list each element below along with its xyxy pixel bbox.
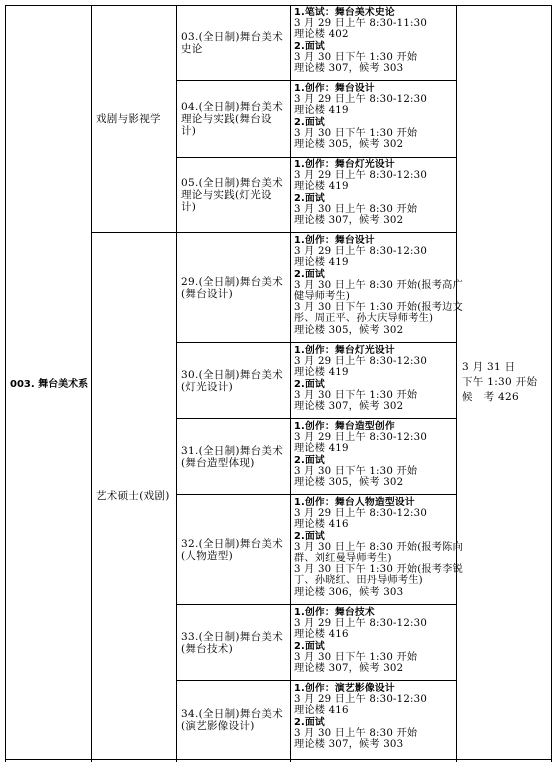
- other-exam-cell: [457, 6, 551, 759]
- schedule-heading: 2.面试: [294, 268, 325, 280]
- schedule-line: 3 月 30 日下午 1:30 开始(报考李锐: [294, 564, 463, 576]
- schedule-cell: [0, 607, 427, 674]
- schedule-heading: 1.创作：舞台设计: [294, 83, 375, 94]
- schedule-line: 丁、孙晓红、田丹导师考生): [294, 575, 423, 587]
- program-name: 34.(全日制)舞台美术 (演艺影像设计): [181, 708, 283, 732]
- program-name: 04.(全日制)舞台美术 理论与实践(舞台设 计): [181, 101, 283, 137]
- schedule-line: 3 月 30 日下午 1:30 开始: [294, 651, 418, 663]
- program-name: 03.(全日制)舞台美术 史论: [181, 31, 283, 55]
- schedule-line: 理论楼 305，候考 302: [294, 139, 404, 151]
- schedule-line: 理论楼 306，候考 303: [294, 586, 404, 598]
- schedule-line: 3 月 30 日下午 1:30 开始(报考边文: [294, 302, 463, 314]
- schedule-line: 理论楼 307，候考 302: [294, 215, 404, 227]
- schedule-heading: 1.创作：演艺影像设计: [294, 683, 395, 694]
- schedule-line: 理论楼 307，候考 302: [294, 663, 404, 675]
- schedule-heading: 2.面试: [294, 192, 325, 204]
- schedule-heading: 1.笔试：舞台美术史论: [294, 7, 395, 18]
- other-exam-text: 3 月 31 日 下午 1:30 开始 候 考 426: [462, 361, 538, 403]
- schedule-line: 群、刘红曼导师考生): [294, 553, 392, 565]
- schedule-cell: [0, 497, 463, 598]
- schedule-cell: [0, 235, 463, 336]
- schedule-line: 理论楼 416: [294, 705, 349, 717]
- schedule-cell: [0, 159, 427, 226]
- schedule-line: 3 月 30 日上午 8:30 开始: [294, 203, 418, 215]
- department-name: 003. 舞台美术系: [10, 379, 89, 390]
- schedule-heading: 2.面试: [294, 640, 325, 652]
- schedule-line: 彤、周正平、孙大庆导师考生): [294, 313, 434, 325]
- schedule-line: 理论楼 307，候考 303: [294, 739, 404, 751]
- schedule-line: 3 月 29 日上午 8:30-12:30: [294, 618, 428, 630]
- schedule-line: 3 月 30 日下午 1:30 开始: [294, 51, 418, 63]
- schedule-cell: [0, 345, 427, 412]
- schedule-line: 3 月 29 日上午 8:30-12:30: [294, 694, 428, 706]
- schedule-line: 理论楼 305，候考 302: [294, 324, 404, 336]
- schedule-line: 3 月 29 日上午 8:30-12:30: [294, 170, 428, 182]
- schedule-cell: [0, 683, 427, 750]
- schedule-heading: 1.创作：舞台设计: [294, 235, 375, 246]
- schedule-line: 3 月 29 日上午 8:30-12:30: [294, 356, 428, 368]
- schedule-line: 健导师考生): [294, 291, 351, 303]
- schedule-line: 理论楼 307，候考 303: [294, 63, 404, 75]
- schedule-line: 理论楼 419: [294, 105, 349, 117]
- schedule-heading: 2.面试: [294, 40, 325, 52]
- schedule-line: 理论楼 419: [294, 257, 349, 269]
- schedule-line: 理论楼 402: [294, 29, 349, 41]
- schedule-heading: 1.创作：舞台技术: [294, 607, 375, 618]
- schedule-heading: 2.面试: [294, 530, 325, 542]
- group-name: 艺术硕士(戏剧): [96, 490, 170, 502]
- schedule-heading: 2.面试: [294, 378, 325, 390]
- schedule-heading: 1.创作：舞台灯光设计: [294, 345, 395, 356]
- program-name: 30.(全日制)舞台美术 (灯光设计): [181, 368, 283, 393]
- schedule-line: 3 月 30 日上午 8:30 开始(报考高广: [294, 279, 463, 291]
- schedule-line: 3 月 29 日上午 8:30-12:30: [294, 246, 428, 258]
- schedule-line: 理论楼 305，候考 302: [294, 477, 404, 489]
- schedule-heading: 1.创作：舞台人物造型设计: [294, 497, 415, 508]
- program-name: 29.(全日制)舞台美术 (舞台设计): [181, 275, 283, 300]
- schedule-line: 3 月 29 日上午 8:30-11:30: [294, 18, 428, 30]
- schedule-line: 理论楼 416: [294, 519, 349, 531]
- schedule-heading: 2.面试: [294, 116, 325, 128]
- schedule-heading: 2.面试: [294, 454, 325, 466]
- schedule-line: 3 月 30 日下午 1:30 开始: [294, 127, 418, 139]
- schedule-heading: 1.创作：舞台造型创作: [294, 421, 395, 432]
- program-name: 32.(全日制)舞台美术 (人物造型): [181, 537, 283, 562]
- program-name: 33.(全日制)舞台美术 (舞台技术): [181, 630, 283, 655]
- program-name: 31.(全日制)舞台美术 (舞台造型体现): [181, 444, 283, 469]
- schedule-cell: [0, 83, 427, 150]
- schedule-line: 3 月 29 日上午 8:30-12:30: [294, 432, 428, 444]
- table-border-right: [551, 5, 552, 762]
- schedule-cell: [0, 7, 427, 74]
- group-name: 戏剧与影视学: [96, 113, 161, 125]
- schedule-line: 3 月 30 日下午 1:30 开始: [294, 389, 418, 401]
- schedule-line: 理论楼 419: [294, 367, 349, 379]
- schedule-line: 理论楼 416: [294, 629, 349, 641]
- schedule-line: 理论楼 419: [294, 443, 349, 455]
- table-border-bottom: [5, 759, 552, 760]
- schedule-line: 3 月 29 日上午 8:30-12:30: [294, 94, 428, 106]
- schedule-heading: 1.创作：舞台灯光设计: [294, 159, 395, 170]
- schedule-line: 理论楼 419: [294, 181, 349, 193]
- schedule-heading: 2.面试: [294, 716, 325, 728]
- schedule-line: 3 月 30 日上午 8:30 开始(报考陈向: [294, 541, 463, 553]
- schedule-line: 理论楼 307，候考 302: [294, 401, 404, 413]
- schedule-cell: [0, 421, 427, 488]
- schedule-line: 3 月 29 日上午 8:30-12:30: [294, 508, 428, 520]
- schedule-line: 3 月 30 日下午 1:30 开始: [294, 465, 418, 477]
- program-name: 05.(全日制)舞台美术 理论与实践(灯光设 计): [181, 177, 283, 213]
- schedule-line: 3 月 30 日上午 8:30 开始: [294, 727, 418, 739]
